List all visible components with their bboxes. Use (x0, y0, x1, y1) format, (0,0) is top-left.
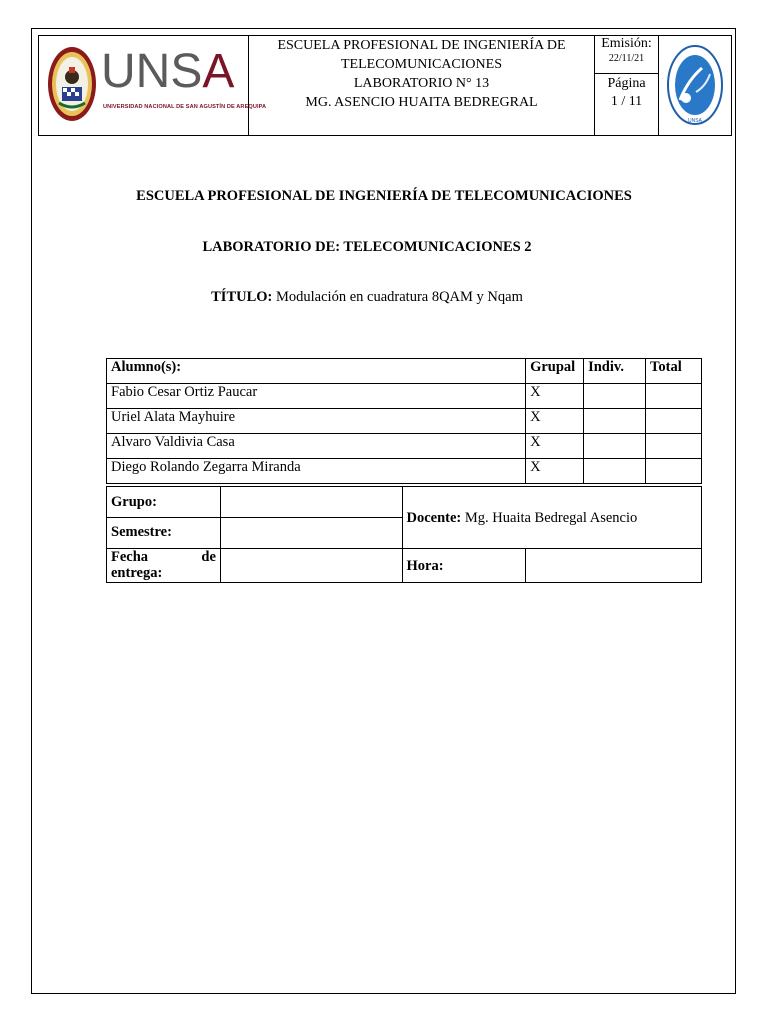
school-seal-cell (659, 36, 731, 135)
student-name: Alvaro Valdivia Casa (107, 434, 526, 459)
titulo-value: Modulación en cuadratura 8QAM y Nqam (276, 289, 523, 305)
student-name: Diego Rolando Zegarra Miranda (107, 459, 526, 484)
header-alumnos: Alumno(s): (107, 359, 526, 384)
student-total (646, 459, 702, 484)
student-total (646, 409, 702, 434)
docente-cell (402, 487, 702, 549)
heading-laboratory: LABORATORIO DE: TELECOMUNICACIONES 2 (202, 239, 532, 255)
student-grupal: X (526, 409, 584, 434)
svg-text:UNSA: UNSA (688, 118, 702, 124)
student-total (646, 434, 702, 459)
telecom-school-seal-icon (666, 42, 724, 128)
students-table (106, 358, 702, 484)
unsa-emblem-icon (47, 45, 97, 123)
header-indiv: Indiv. (584, 359, 646, 384)
student-indiv (584, 434, 646, 459)
titulo-label: TÍTULO: (211, 289, 273, 305)
semestre-value (220, 518, 402, 549)
header-title-line4: MG. ASENCIO HUAITA BEDREGRAL (305, 95, 538, 110)
student-name: Fabio Cesar Ortiz Paucar (107, 384, 526, 409)
table-row (107, 459, 702, 484)
students-table-header (107, 359, 702, 384)
heading-school: ESCUELA PROFESIONAL DE INGENIERÍA DE TELECOMUNICACIONES (136, 188, 632, 204)
semestre-label: Semestre: (107, 518, 221, 549)
table-row (107, 384, 702, 409)
unsa-wordmark: UNSA (101, 45, 235, 98)
header-title-line2: TELECOMUNICACIONES (341, 57, 502, 72)
heading-title (0, 289, 734, 306)
grupo-value (220, 487, 402, 518)
student-grupal: X (526, 434, 584, 459)
student-name: Uriel Alata Mayhuire (107, 409, 526, 434)
header-title (249, 36, 595, 135)
emision-label: Emisión: (601, 36, 652, 51)
header-title-line1: ESCUELA PROFESIONAL DE INGENIERÍA DE (277, 38, 566, 53)
table-row (107, 434, 702, 459)
docente-value: Mg. Huaita Bedregal Asencio (464, 509, 638, 526)
pagina-label: Página (607, 76, 646, 91)
student-grupal: X (526, 459, 584, 484)
emision-date: 22/11/21 (608, 53, 645, 64)
unsa-subtitle: UNIVERSIDAD NACIONAL DE SAN AGUSTÍN DE AREQUIPA (103, 104, 267, 110)
unsa-logo-cell (39, 36, 267, 135)
student-indiv (584, 409, 646, 434)
student-grupal: X (526, 384, 584, 409)
pagina-value: 1 / 11 (610, 94, 643, 109)
header-total: Total (646, 359, 702, 384)
hora-value (526, 549, 702, 583)
document-header (38, 35, 732, 136)
fecha-value (220, 549, 402, 583)
info-table (106, 486, 702, 583)
docente-label: Docente: (406, 509, 462, 526)
fecha-label: Fecha de entrega: (107, 549, 221, 583)
header-grupal: Grupal (526, 359, 584, 384)
hora-label: Hora: (402, 549, 526, 583)
table-row (107, 409, 702, 434)
student-indiv (584, 459, 646, 484)
student-indiv (584, 384, 646, 409)
header-meta (595, 36, 659, 135)
header-title-line3: LABORATORIO N° 13 (353, 76, 490, 91)
grupo-label: Grupo: (107, 487, 221, 518)
student-total (646, 384, 702, 409)
